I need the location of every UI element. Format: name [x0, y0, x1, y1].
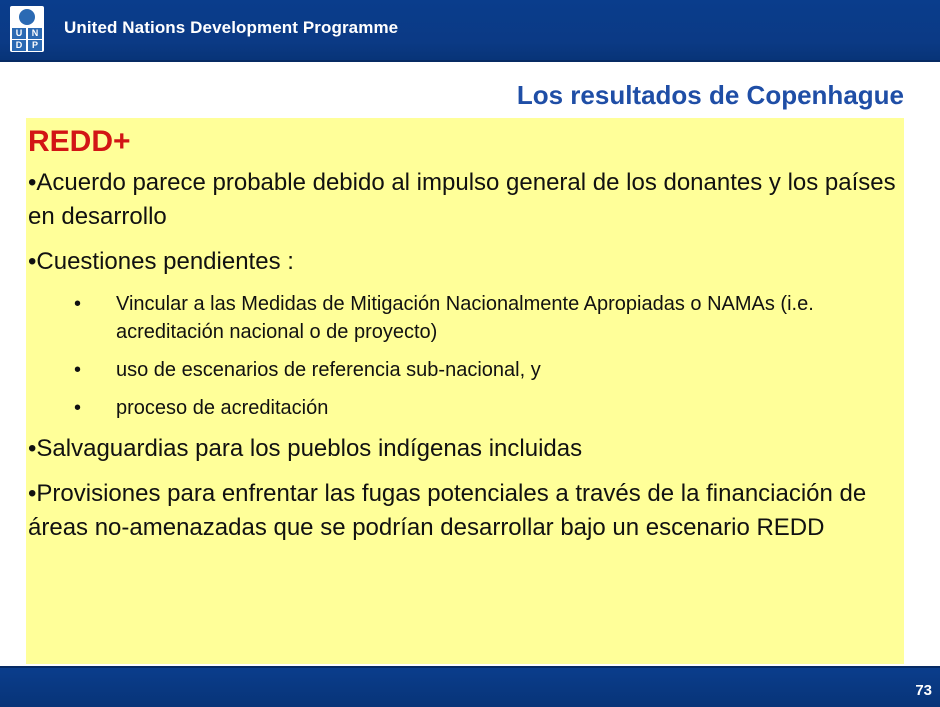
sub-bullet-item: [28, 394, 900, 422]
bullet-item: •Acuerdo parece probable debido al impulso general de los donantes y los países en desarrollo: [28, 169, 896, 230]
sub-bullet-text: proceso de acreditación: [116, 397, 329, 419]
bullet-item: •Salvaguardias para los pueblos indígenas incluidas: [28, 435, 583, 462]
sub-bullet-item: [28, 290, 900, 346]
bullet-dot-icon: •: [74, 359, 82, 381]
bullet-dot-icon: •: [74, 293, 82, 315]
sub-bullet-text: uso de escenarios de referencia sub-nacional, y: [116, 359, 541, 381]
organization-name: United Nations Development Programme: [64, 18, 399, 37]
footer-bar: [0, 666, 940, 707]
header-bar: [0, 0, 940, 62]
undp-logo: [10, 6, 44, 52]
logo-letter: U: [12, 28, 26, 39]
bullet-item: •Provisiones para enfrentar las fugas potenciales a través de la financiación de áreas no-amenazadas que se podrían desarrollar bajo un escenario REDD: [28, 480, 867, 541]
page-number: 73: [915, 682, 932, 699]
logo-letter: P: [28, 40, 42, 51]
bullet-list: [28, 166, 900, 556]
sub-bullet-text: Vincular a las Medidas de Mitigación Nacionalmente Apropiadas o NAMAs (i.e. acreditación nacional o de proyecto): [116, 293, 814, 343]
section-heading: REDD+: [28, 125, 131, 158]
logo-letter: D: [12, 40, 26, 51]
un-emblem-icon: [19, 9, 35, 25]
slide-title: Los resultados de Copenhague: [516, 80, 904, 110]
logo-letter: N: [28, 28, 42, 39]
bullet-dot-icon: •: [74, 397, 82, 419]
sub-bullet-item: [28, 356, 900, 384]
bullet-item: •Cuestiones pendientes :: [28, 248, 294, 275]
